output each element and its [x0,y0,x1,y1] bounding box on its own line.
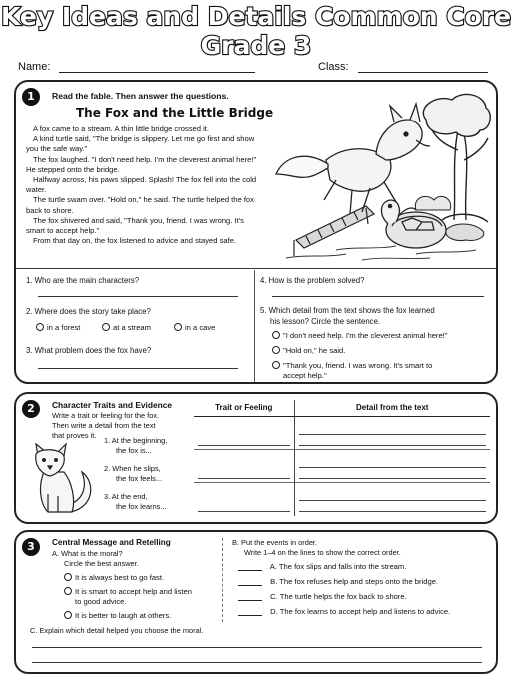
event-text: The fox refuses help and steps onto the bridge. [279,577,439,586]
answer-line-3[interactable] [38,368,238,369]
event-a [238,562,406,571]
trait-cell[interactable] [194,483,294,516]
event-text: The turtle helps the fox back to shore. [279,592,407,601]
instruction-line: that proves it. [52,431,97,440]
radio-circle[interactable] [272,331,280,339]
divider [16,268,496,269]
order-blank[interactable] [238,563,262,571]
event-text: The fox slips and falls into the stream. [278,562,407,571]
name-label: Name: [18,61,51,73]
radio-circle[interactable] [272,361,280,369]
dashed-divider [222,538,223,622]
option-label: "Hold on," he said. [283,346,346,355]
answer-line-4[interactable] [272,296,484,297]
class-label: Class: [318,61,349,73]
part-b-question: B. Put the events in order. [232,538,318,547]
moral-option-3[interactable] [64,611,171,620]
instruction-line: Then write a detail from the text [52,421,156,430]
question-2: 2. Where does the story take place? [26,307,151,316]
event-letter: C. [270,592,278,601]
prompt-line: 3. At the end, [104,492,148,501]
option-label: in a cave [185,323,216,332]
sitting-fox-illustration [26,442,98,520]
order-blank[interactable] [238,578,262,586]
answer-line-c2[interactable] [32,662,482,663]
event-letter: A. [269,562,277,571]
column-divider [254,270,255,382]
order-blank[interactable] [238,608,262,616]
prompt-line: the fox feels... [116,474,163,483]
section-3-number: 3 [22,538,40,556]
traits-table [194,400,490,516]
q5-option-1[interactable] [272,331,447,340]
section-2-number: 2 [22,400,40,418]
section-1-panel [14,80,498,384]
q5-option-3[interactable] [272,361,432,370]
moral-option-1[interactable] [64,573,164,582]
event-letter: B. [270,577,278,586]
fox-bridge-illustration [266,90,492,266]
detail-cell[interactable] [294,450,490,483]
story-text [26,124,264,246]
answer-line-c1[interactable] [32,647,482,648]
detail-cell[interactable] [294,483,490,516]
instruction-line: Write a trait or feeling for the fox. [52,411,160,420]
q5-option-3-cont: accept help." [283,371,327,380]
section-1-number: 1 [22,88,40,106]
event-d [238,607,450,616]
q2-option-stream[interactable] [102,323,151,332]
worksheet-title: Key Ideas and Details Common Core Grade 3 [0,2,512,60]
part-c-question: C. Explain which detail helped you choose the moral. [30,626,204,635]
radio-circle[interactable] [174,323,182,331]
part-a-sub: Circle the best answer. [64,559,139,568]
story-paragraph: The fox shivered and said, "Thank you, friend. I was wrong. It's smart to accept help." [26,215,244,236]
prompt-line: 2. When he slips, [104,464,161,473]
prompt-line: the fox is... [116,446,152,455]
question-3: 3. What problem does the fox have? [26,346,152,355]
q5-option-2[interactable] [272,346,345,355]
question-5-line-2: his lesson? Circle the sentence. [270,317,381,326]
event-b [238,577,438,586]
event-letter: D. [270,607,278,616]
moral-option-2[interactable] [64,587,192,596]
radio-circle[interactable] [64,611,72,619]
section-3-panel [14,530,498,674]
trait-cell[interactable] [194,450,294,483]
radio-circle[interactable] [102,323,110,331]
answer-line-1[interactable] [38,296,238,297]
story-title: The Fox and the Little Bridge [76,106,274,120]
section-1-instruction: Read the fable. Then answer the questions. [52,91,229,101]
story-paragraph: From that day on, the fox listened to advice and stayed safe. [33,236,237,246]
option-label: "I don't need help. I'm the cleverest animal here!" [283,331,448,340]
radio-circle[interactable] [36,323,44,331]
prompt-line: the fox learns... [116,502,167,511]
section-3-title: Central Message and Retelling [52,538,171,547]
story-paragraph: A fox came to a stream. A thin little bridge crossed it. [33,124,210,133]
prompt-2 [104,464,162,484]
table-row [194,483,490,516]
order-blank[interactable] [238,593,262,601]
event-text: The fox learns to accept help and listens to advice. [279,607,451,616]
option-label: at a stream [113,323,151,332]
part-b-sub: Write 1–4 on the lines to show the correct order. [244,548,401,557]
class-field[interactable] [318,61,488,73]
moral-option-2-cont: to good advice. [75,597,127,606]
event-c [238,592,407,601]
table-row [194,450,490,483]
q2-option-forest[interactable] [36,323,80,332]
q2-option-cave[interactable] [174,323,215,332]
class-line[interactable] [358,63,488,73]
name-line[interactable] [59,63,255,73]
prompt-line: 1. At the beginning, [104,436,168,445]
name-field[interactable] [18,61,255,73]
option-label: in a forest [47,323,81,332]
trait-cell[interactable] [194,417,294,450]
section-2-panel [14,392,498,524]
story-paragraph: A kind turtle said, "The bridge is slippery. Let me go first and show you the safe way." [26,134,255,154]
prompt-3 [104,492,167,512]
question-1: 1. Who are the main characters? [26,276,140,285]
section-2-title: Character Traits and Evidence [52,400,173,410]
question-5-line-1: 5. Which detail from the text shows the fox learned [260,306,435,315]
radio-circle[interactable] [64,587,72,595]
part-a-question: A. What is the moral? [52,549,123,558]
col-header-detail: Detail from the text [294,400,490,417]
story-paragraph: Halfway across, his paws slipped. Splash! The fox fell into the cold water. [26,175,257,195]
question-4: 4. How is the problem solved? [260,276,365,285]
option-label: "Thank you, friend. I was wrong. It's smart to [283,361,433,370]
option-label: It is smart to accept help and listen [75,587,192,596]
radio-circle[interactable] [64,573,72,581]
col-header-trait: Trait or Feeling [194,400,294,417]
detail-cell[interactable] [294,417,490,450]
story-paragraph: The fox laughed. "I don't need help. I'm the cleverest animal here!" He stepped onto the bridge. [26,154,257,174]
radio-circle[interactable] [272,346,280,354]
option-label: It is always best to go fast. [75,573,165,582]
table-row [194,417,490,450]
option-label: It is better to laugh at others. [75,611,172,620]
story-paragraph: The turtle swam over. "Hold on," he said. The turtle helped the fox back to shore. [26,195,254,215]
prompt-1 [104,436,167,456]
